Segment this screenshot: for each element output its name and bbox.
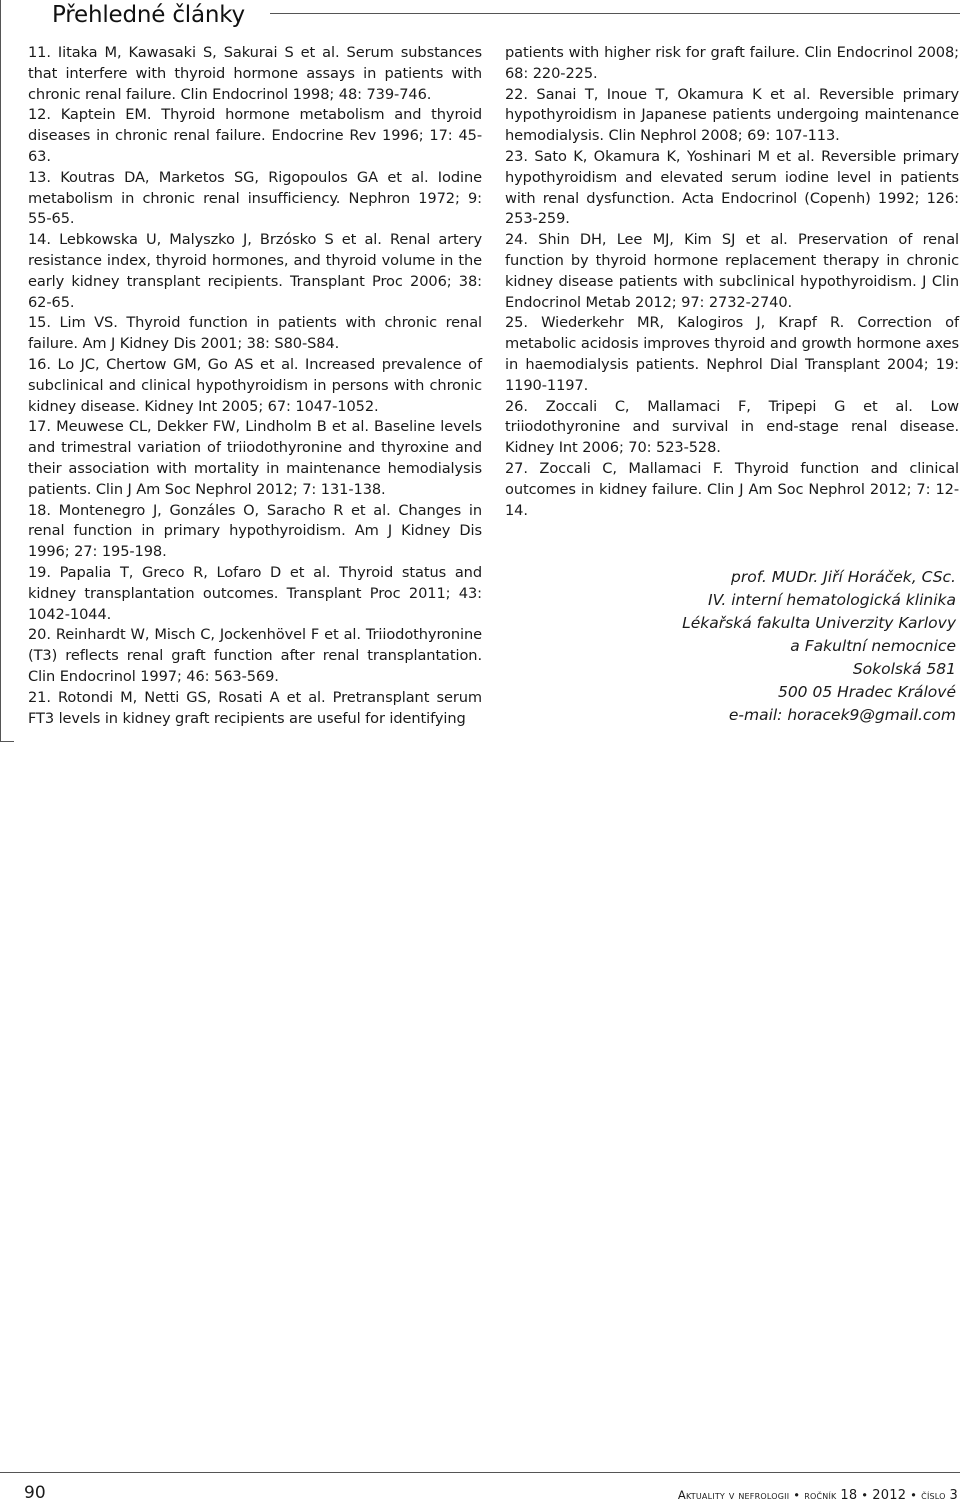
left-margin-rule-end [0,741,14,742]
reference-item: 13. Koutras DA, Marketos SG, Rigopoulos GA et al. Iodine metabolism in chronic renal insufficiency. Nephron 1972; 9: 55-65. [28,168,482,228]
issue-label: číslo [921,1488,946,1502]
reference-item: 24. Shin DH, Lee MJ, Kim SJ et al. Preservation of renal function by thyroid hormone replacement therapy in chronic kidney disease patients with subclinical hypothyroidism. J Clin Endocrinol Metab 2012; 97: 2732-2740. [505,231,959,311]
reference-item: 20. Reinhardt W, Misch C, Jockenhövel F et al. Triiodothyronine (T3) reflects renal graft function after renal transplantation. Clin Endocrinol 1997; 46: 563-569. [28,626,482,685]
reference-item: 16. Lo JC, Chertow GM, Go AS et al. Increased prevalence of subclinical and clinical hypothyroidism in persons with chronic kidney disease. Kidney Int 2005; 67: 1047-1052. [28,355,482,415]
author-hospital: a Fakultní nemocnice [790,637,956,655]
references-left-column [28,43,482,729]
references-right-column [505,43,959,521]
journal-info [678,1487,958,1504]
year: 2012 [872,1488,907,1503]
author-faculty: Lékařská fakulta Univerzity Karlovy [682,614,956,632]
reference-item: 27. Zoccali C, Mallamaci F. Thyroid function and clinical outcomes in kidney failure. Clin J Am Soc Nephrol 2012; 7: 12-14. [505,459,959,519]
bullet-separator: • [861,1488,869,1502]
journal-name: Aktuality v nefrologii [677,1488,790,1502]
volume-number: 18 [840,1488,858,1503]
reference-item: 23. Sato K, Okamura K, Yoshinari M et al. Reversible primary hypothyroidism and elevated serum iodine level in patients with renal dysfunction. Acta Endocrinol (Copenh) 1992; 126: 253-259. [505,147,959,228]
volume-label: ročník [804,1488,837,1502]
issue-number: 3 [949,1488,958,1503]
author-city: 500 05 Hradec Králové [777,683,956,701]
reference-item: 26. Zoccali C, Mallamaci F, Tripepi G et al. Low triiodothyronine and survival in end-stage renal disease. Kidney Int 2006; 70: 523-528. [505,397,959,457]
reference-item: 14. Lebkowska U, Malyszko J, Brzósko S et al. Renal artery resistance index, thyroid hormones, and thyroid volume in the early kidney transplant recipients. Transplant Proc 2006; 38: 62-65. [28,231,482,311]
section-title: Přehledné články [52,2,245,28]
reference-item: patients with higher risk for graft failure. Clin Endocrinol 2008; 68: 220-225. [505,44,959,82]
header-rule [270,13,960,14]
author-department: IV. interní hematologická klinika [708,591,956,609]
bullet-separator: • [793,1488,801,1502]
author-address [536,566,956,727]
reference-item: 19. Papalia T, Greco R, Lofaro D et al. Thyroid status and kidney transplantation outcomes. Transplant Proc 2011; 43: 1042-1044. [28,563,482,623]
reference-item: 22. Sanai T, Inoue T, Okamura K et al. Reversible primary hypothyroidism in Japanese patients undergoing maintenance hemodialysis. Clin Nephrol 2008; 69: 107-113. [505,85,959,145]
reference-item: 17. Meuwese CL, Dekker FW, Lindholm B et al. Baseline levels and trimestral variation of triiodothyronine and thyroxine and their association with mortality in maintenance hemodialysis patients. Clin J Am Soc Nephrol 2012; 7: 131-138. [28,418,482,498]
reference-item: 15. Lim VS. Thyroid function in patients with chronic renal failure. Am J Kidney Dis 2001; 38: S80-S84. [28,314,482,353]
page-number: 90 [24,1483,46,1503]
reference-item: 11. Iitaka M, Kawasaki S, Sakurai S et al. Serum substances that interfere with thyroid hormone assays in patients with chronic renal failure. Clin Endocrinol 1998; 48: 739-746. [28,44,482,103]
reference-item: 25. Wiederkehr MR, Kalogiros J, Krapf R. Correction of metabolic acidosis improves thyroid and growth hormone axes in haemodialysis patients. Nephrol Dial Transplant 2004; 19: 1190-1197. [505,314,959,394]
reference-item: 21. Rotondi M, Netti GS, Rosati A et al. Pretransplant serum FT3 levels in kidney graft recipients are useful for identifying [28,688,482,727]
author-email[interactable]: e-mail: horacek9@gmail.com [728,706,956,724]
left-margin-rule [0,0,1,742]
author-name: prof. MUDr. Jiří Horáček, CSc. [731,568,956,586]
bullet-separator: • [910,1488,918,1502]
reference-item: 12. Kaptein EM. Thyroid hormone metabolism and thyroid diseases in chronic renal failure. Endocrine Rev 1996; 17: 45-63. [28,106,482,165]
footer-rule [0,1472,960,1473]
author-street: Sokolská 581 [852,660,956,678]
reference-item: 18. Montenegro J, Gonzáles O, Saracho R et al. Changes in renal function in primary hypothyroidism. Am J Kidney Dis 1996; 27: 195-198. [28,501,482,561]
